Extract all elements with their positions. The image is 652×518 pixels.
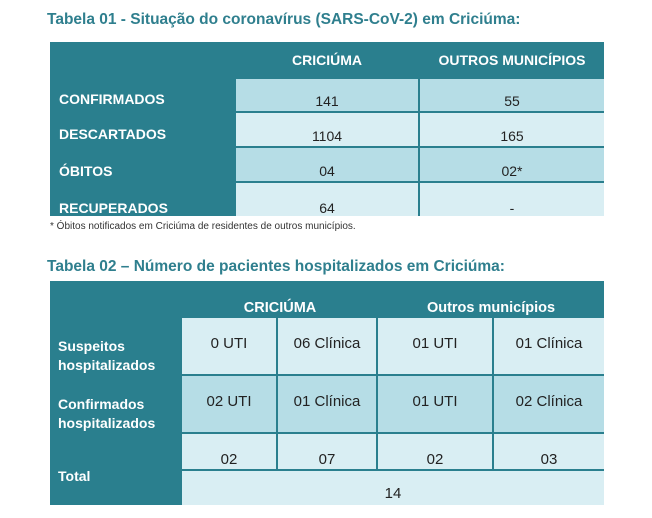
cell-confirmados-criciuma-clinica: 01 Clínica xyxy=(278,376,376,432)
cell-confirmados-outros-clinica: 02 Clínica xyxy=(494,376,604,432)
cell-obitos-outros: 02* xyxy=(420,148,604,181)
cell-descartados-outros: 165 xyxy=(420,113,604,146)
cell-total-criciuma-clinica: 07 xyxy=(278,434,376,469)
header-outros-municipios-2: Outros municípios xyxy=(426,300,556,316)
cell-recuperados-criciuma: 64 xyxy=(236,183,418,216)
cell-confirmados-criciuma: 141 xyxy=(236,79,418,111)
row-label-obitos: ÓBITOS xyxy=(59,163,113,179)
cell-suspeitos-outros-clinica: 01 Clínica xyxy=(494,318,604,374)
row-label-suspeitos-line1: Suspeitos xyxy=(58,338,125,354)
cell-total-outros-uti: 02 xyxy=(378,434,492,469)
cell-suspeitos-outros-uti: 01 UTI xyxy=(378,318,492,374)
hospitalized-patients-table xyxy=(50,281,604,505)
cell-total-criciuma-uti: 02 xyxy=(182,434,276,469)
row-label-suspeitos-line2: hospitalizados xyxy=(58,357,156,373)
row-label-total: Total xyxy=(58,468,91,484)
row-label-confirmados-line1: Confirmados xyxy=(58,396,145,412)
cell-confirmados-criciuma-uti: 02 UTI xyxy=(182,376,276,432)
row-label-recuperados: RECUPERADOS xyxy=(59,200,168,216)
cell-obitos-criciuma: 04 xyxy=(236,148,418,181)
header-criciuma-2: CRICIÚMA xyxy=(243,300,317,316)
cell-grand-total: 14 xyxy=(182,471,604,505)
row-label-confirmados-2 xyxy=(50,395,180,435)
cell-descartados-criciuma: 1104 xyxy=(236,113,418,146)
table1-title: Tabela 01 - Situação do coronavírus (SARS-CoV-2) em Criciúma: xyxy=(47,11,521,28)
table2-title: Tabela 02 – Número de pacientes hospitalizados em Criciúma: xyxy=(47,258,505,275)
header-criciuma: CRICIÚMA xyxy=(292,52,362,68)
header-outros-municipios: OUTROS MUNICÍPIOS xyxy=(438,52,586,68)
table1-footnote: * Óbitos notificados em Criciúma de residentes de outros municípios. xyxy=(50,221,356,232)
cell-recuperados-outros: - xyxy=(420,183,604,216)
cell-suspeitos-criciuma-uti: 0 UTI xyxy=(182,318,276,374)
row-label-descartados: DESCARTADOS xyxy=(59,126,167,142)
cell-confirmados-outros-uti: 01 UTI xyxy=(378,376,492,432)
cell-confirmados-outros: 55 xyxy=(420,79,604,111)
cell-suspeitos-criciuma-clinica: 06 Clínica xyxy=(278,318,376,374)
row-label-confirmados: CONFIRMADOS xyxy=(59,91,165,107)
row-label-confirmados-line2: hospitalizados xyxy=(58,415,156,431)
coronavirus-situation-table xyxy=(50,42,604,216)
cell-total-outros-clinica: 03 xyxy=(494,434,604,469)
row-label-suspeitos xyxy=(50,337,180,377)
